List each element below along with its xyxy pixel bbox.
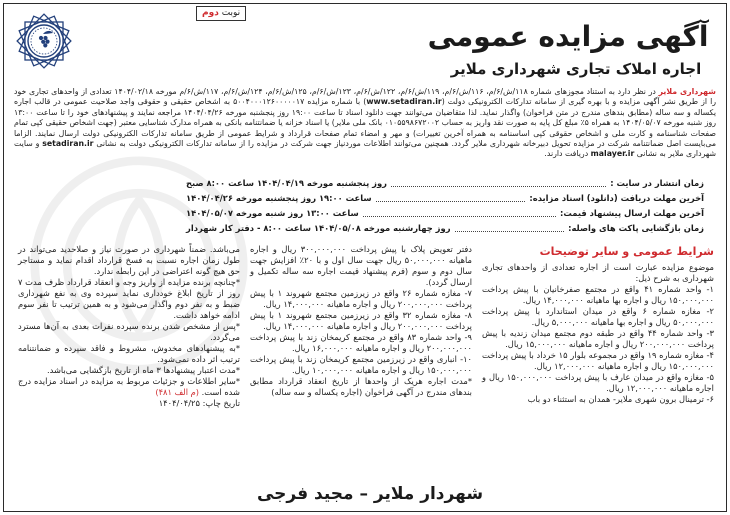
municipality-website: malayer.ir — [590, 149, 635, 159]
reference-tag: (م الف ۴۸۱) — [155, 387, 200, 397]
condition-item: ۷- مغازه شماره ۲۶ واقع در زیرزمین مجتمع شهروند ۱ با پیش پرداخت ۲۰۰,۰۰۰,۰۰۰ ریال و اجاره ماهیانه ۱۴,۰۰۰,۰۰۰ ریال. — [250, 288, 472, 309]
condition-item: ۶- ترمینال برون شهری ملایر- همدان به استثناء دو باب — [527, 394, 714, 404]
dotted-leader — [363, 216, 556, 217]
schedule-row — [186, 191, 704, 206]
general-note: *مدت اعتبار پیشنهادها ۳ ماه از تاریخ بازگشایی می‌باشد. — [46, 365, 240, 375]
schedule-label: آخرین مهلت ارسال پیشنهاد قیمت: — [559, 208, 704, 218]
general-note-last — [18, 376, 240, 398]
schedule-row — [186, 221, 704, 236]
ad-title: آگهی مزایده عمومی — [427, 20, 709, 53]
condition-item: ۹- واحد شماره ۸۳ واقع در مجتمع کریمخان زند با پیش پرداخت ۲۰۰,۰۰۰,۰۰۰ ریال و اجاره ماهیانه ۱۶,۰۰۰,۰۰۰ ریال. — [250, 332, 472, 353]
schedule-value: ساعت ۱۹:۰۰ روز پنجشنبه مورخه ۱۴۰۴/۰۴/۲۶ — [186, 193, 372, 203]
setad-website: www.setadiran.ir — [366, 97, 442, 107]
mayor-signature: شهردار ملایر – مجید فرجی — [256, 484, 484, 504]
general-note: *پس از مشخص شدن برنده سپرده نفرات بعدی به آن‌ها مسترد می‌گردد. — [18, 321, 240, 342]
intro-text: و سایت شهرداری ملایر به نشانی — [14, 139, 716, 159]
round-label-prefix: نوبت — [221, 8, 241, 18]
schedule-label: زمان بازگشایی پاکت های واصله: — [568, 223, 704, 233]
intro-text: دریافت دارند. — [544, 149, 591, 159]
schedule-value: روز پنجشنبه مورخه ۱۴۰۴/۰۴/۱۹ ساعت ۸:۰۰ صبح — [186, 178, 387, 188]
conditions-column-left — [18, 244, 240, 409]
schedule-label: آخرین مهلت دریافت (دانلود) اسناد مزایده: — [529, 193, 704, 203]
schedule-row — [186, 176, 704, 191]
condition-item: ۲- مغازه شماره ۶ واقع در میدان استاندارد با پیش پرداخت ۵۰,۰۰۰,۰۰۰ ریال و اجاره بها ماهیانه ۵,۰۰۰,۰۰۰ ریال. — [482, 306, 714, 327]
schedule-table — [186, 176, 704, 236]
condition-item: ۱- واحد شماره ۴۱ واقع در مجتمع صفرخانیان با پیش پرداخت ۱۵۰,۰۰۰,۰۰۰ ریال و اجاره بها ماهیانه ۱۴,۰۰۰,۰۰۰ ریال. — [482, 284, 714, 305]
lease-duration-note-continued: می‌باشد. ضمناً شهرداری در صورت نیاز و صلاحدید می‌تواند در طول زمان اجاره نسبت به فسخ قرارداد اقدام نماید و مستاجر حق هیچ گونه اعتراضی در این رابطه ندارد. — [18, 244, 240, 276]
publication-round-badge — [196, 6, 246, 21]
condition-item: ۴- مغازه شماره ۱۹ واقع در مجموعه بلوار ۱۵ خرداد با پیش پرداخت ۱۵۰,۰۰۰,۰۰۰ ریال و اجاره ماهیانه ۱۲,۰۰۰,۰۰۰ ریال. — [482, 350, 714, 371]
conditions-column-middle — [250, 244, 472, 398]
lease-duration-note: *مدت اجاره هریک از واحدها از تاریخ انعقاد قرارداد مطابق بندهای مندرج در آگهی فراخوان (اجاره یکساله و سه ساله) — [250, 376, 472, 397]
intro-lead: شهرداری ملایر — [658, 87, 716, 96]
condition-item-continued: دفتر تعویض پلاک با پیش پرداخت ۳۰۰,۰۰۰,۰۰۰ ریال و اجاره ماهیانه ۵۰,۰۰۰,۰۰۰ ریال جهت سال اول و با ۲۰٪ افزایش جهت سال دوم و سوم (فرم پیشنهاد قیمت اجاره سه ساله تکمیل و ارسال گردد). — [250, 244, 473, 287]
schedule-value: روز چهارشنبه مورخه ۱۴۰۴/۰۵/۰۸ ساعت ۸:۰۰ - دفتر کار شهردار — [186, 223, 451, 233]
setad-address: setadiran.ir — [42, 139, 94, 149]
conditions-intro: موضوع مزایده عبارت است از اجاره تعدادی از واحدهای تجاری شهرداری به شرح ذیل: — [482, 262, 714, 283]
last-note-text: *سایر اطلاعات و جزئیات مربوط به مزایده در اسناد مزایده درج شده است. — [18, 376, 240, 397]
conditions-heading: شرایط عمومی و سایر توضیحات — [539, 245, 714, 258]
intro-text: ) با شماره مزایده ۵۰۰۴۰۰۰۱۲۶۰۰۰۰۰۱۷ به اشخاص حقیقی و حقوقی واجد صلاحیت عمومی در قالب اجاره یکساله و سه ساله (مطابق بندهای مندرج در متن فراخوان) واگذار نماید. لذا متقاضیان می‌توانند جهت دانلود اسناد تا ساعت ۱۹:۰۰ روز پنجشنبه مورخه ۱۴۰۴/۰۴/۲۶ مراجعه نمایند و پیشنهادهای خود را تا ساعت ۱۳:۰۰ روز شنبه مورخه ۱۴۰۴/۰۵/۰۷ به همراه ۵٪ مبلغ کل پایه به صورت نقد واریز به حساب ۰۱۰۵۵۹۸۶۷۲۰۰۲ بانک ملی ملایر) یا اسناد خزانه یا ضمانتنامه بانکی به همراه مدارک شناسایی معتبر (جهت اشخاص حقیقی کپی تمام صفحات شناسنامه و کارت ملی و اشخاص حقوقی کپی اساسنامه به همراه آخرین تغییرات) و مهر و امضاء تمام صفحات قرارداد و شرایط عمومی از طریق سامانه تدارکات الکترونیکی دولت ارسال نمایند. الزاما می‌بایست اصل ضمانتنامه شرکت در مزایده تحویل دبیرخانه شهرداری ملایر گردد. همچنین می‌توانند اطلاعات موردنیاز جهت شرکت در مزایده را از سامانه تدارکات الکترونیکی دولت به نشانی — [14, 97, 717, 149]
dotted-leader — [391, 186, 606, 187]
dotted-leader — [455, 231, 565, 232]
intro-text: در نظر دارد به استناد مجوزهای شماره ۱۱۸/ش/۶/م، ۱۱۶/ش/۶/م، ۱۱۹/ش/۶/م، ۱۲۲/ش/۶/م، ۱۲۳/ش/۶/م، ۱۲۵/ش/۶/م، ۱۲۴/ش/۶/م، ۱۱۷/ش/۶/م مورخه ۱۴۰۴/۰۲/۱۸ تعدادی از واحدهای تجاری خود را از طریق نشر آگهی مزایده و با بهره گیری از سامانه تدارکات الکترونیکی دولت ( — [14, 87, 716, 107]
round-label-number: دوم — [202, 8, 219, 18]
schedule-value: ساعت ۱۳:۰۰ روز شنبه مورخه ۱۴۰۴/۰۵/۰۷ — [186, 208, 359, 218]
general-note: *به پیشنهادهای مخدوش، مشروط و فاقد سپرده و ضمانتنامه ترتیب اثر داده نمی‌شود. — [18, 343, 240, 364]
condition-item: ۱۰- انباری واقع در زیرزمین مجتمع کریمخان زند با پیش پرداخت ۱۵۰,۰۰۰,۰۰۰ ریال و اجاره ماهیانه ۱۰,۰۰۰,۰۰۰ ریال. — [250, 354, 472, 375]
schedule-label: زمان انتشار در سایت : — [610, 178, 704, 188]
condition-item: ۵- مغازه واقع در میدان عارف با پیش پرداخت ۱۵۰,۰۰۰,۰۰۰ ریال و اجاره ماهیانه ۱۲,۰۰۰,۰۰۰ ریال. — [482, 372, 714, 393]
print-date: تاریخ چاپ: ۱۴۰۴/۰۴/۲۵ — [158, 398, 240, 408]
intro-paragraph — [14, 87, 716, 160]
general-note: *چنانچه برنده مزایده از واریز وجه و انعقاد قرارداد ظرف مدت ۷ روز از تاریخ ابلاغ خودداری نماید سپرده وی به نفع شهرداری ضبط و به نفر دوم واگذار می‌شود و به همین ترتیب تا نفر سوم ادامه خواهد داشت. — [18, 277, 240, 320]
conditions-column-right — [482, 244, 714, 405]
municipality-emblem-icon — [12, 9, 76, 73]
dotted-leader — [376, 201, 526, 202]
condition-item: ۸- مغازه شماره ۳۲ واقع در زیرزمین مجتمع شهروند ۱ با پیش پرداخت ۲۰۰,۰۰۰,۰۰۰ ریال و اجاره ماهیانه ۱۴,۰۰۰,۰۰۰ ریال. — [250, 310, 472, 331]
ad-subtitle: اجاره املاک تجاری شهرداری ملایر — [450, 60, 702, 78]
condition-item: ۳- واحد شماره ۴۴ واقع در طبقه دوم مجتمع میدان زندیه با پیش پرداخت ۲۰۰,۰۰۰,۰۰۰ ریال و اجاره ماهیانه ۱۵,۰۰۰,۰۰۰ ریال. — [482, 328, 714, 349]
schedule-row — [186, 206, 704, 221]
